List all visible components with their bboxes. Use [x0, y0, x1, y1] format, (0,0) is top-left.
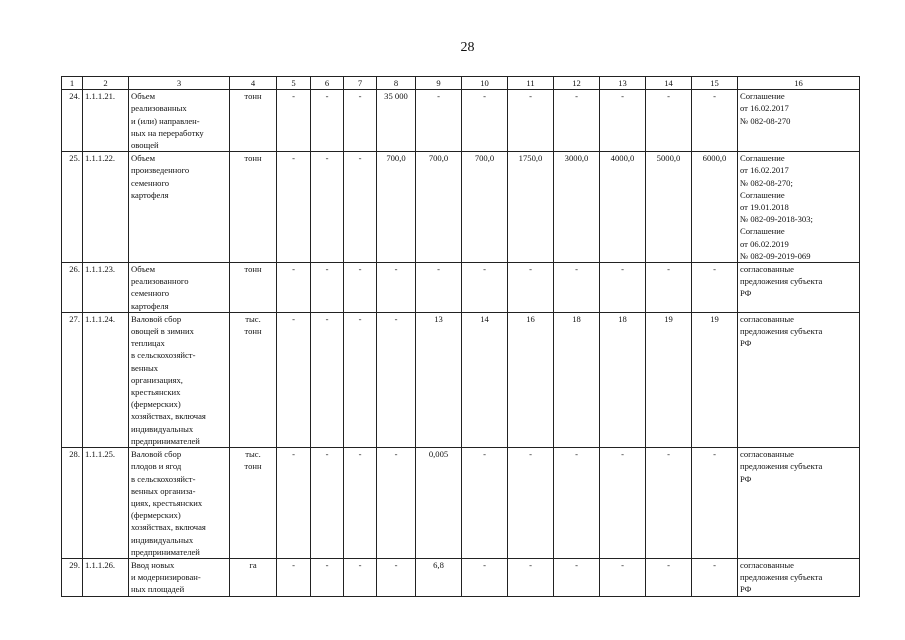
table-row: [62, 152, 860, 263]
value-cell-col5: -: [277, 448, 311, 559]
value-cell-col11: -: [508, 90, 554, 152]
value-cell-col15: -: [692, 448, 738, 559]
column-header: 3: [129, 77, 230, 90]
value-cell-col5: -: [277, 558, 311, 596]
value-cell-col11: -: [508, 448, 554, 559]
value-cell-col11: -: [508, 558, 554, 596]
column-header: 9: [416, 77, 462, 90]
value-cell-col11: -: [508, 263, 554, 313]
column-header: 13: [600, 77, 646, 90]
value-cell-col12: 18: [554, 312, 600, 447]
indicator-name: Объем произведенного семенного картофеля: [129, 152, 230, 263]
value-cell-col5: -: [277, 312, 311, 447]
basis-document: Соглашение от 16.02.2017 № 082-08-270; Соглашение от 19.01.2018 № 082-09-2018-303; Соглашение от 06.02.2019 № 082-09-2019-069: [738, 152, 860, 263]
value-cell-col12: -: [554, 448, 600, 559]
table-row: [62, 263, 860, 313]
column-header: 5: [277, 77, 311, 90]
indicator-code: 1.1.1.22.: [83, 152, 129, 263]
row-number: 26.: [62, 263, 83, 313]
value-cell-col10: -: [462, 558, 508, 596]
value-cell-col5: -: [277, 152, 311, 263]
column-header: 4: [230, 77, 277, 90]
value-cell-col6: -: [311, 152, 344, 263]
value-cell-col9: -: [416, 90, 462, 152]
value-cell-col7: -: [344, 90, 377, 152]
value-cell-col6: -: [311, 448, 344, 559]
column-header: 11: [508, 77, 554, 90]
table-row: [62, 312, 860, 447]
value-cell-col14: -: [646, 448, 692, 559]
row-number: 27.: [62, 312, 83, 447]
column-number-row: [62, 77, 860, 90]
column-header: 7: [344, 77, 377, 90]
table-row: [62, 558, 860, 596]
value-cell-col6: -: [311, 312, 344, 447]
value-cell-col5: -: [277, 263, 311, 313]
value-cell-col15: -: [692, 558, 738, 596]
basis-document: согласованные предложения субъекта РФ: [738, 558, 860, 596]
value-cell-col10: 14: [462, 312, 508, 447]
value-cell-col13: -: [600, 558, 646, 596]
basis-document: согласованные предложения субъекта РФ: [738, 448, 860, 559]
indicator-code: 1.1.1.26.: [83, 558, 129, 596]
row-number: 29.: [62, 558, 83, 596]
value-cell-col13: 18: [600, 312, 646, 447]
value-cell-col13: 4000,0: [600, 152, 646, 263]
value-cell-col14: -: [646, 90, 692, 152]
column-header: 14: [646, 77, 692, 90]
value-cell-col8: 700,0: [377, 152, 416, 263]
value-cell-col11: 16: [508, 312, 554, 447]
value-cell-col7: -: [344, 312, 377, 447]
basis-document: Соглашение от 16.02.2017 № 082-08-270: [738, 90, 860, 152]
indicator-code: 1.1.1.23.: [83, 263, 129, 313]
indicator-code: 1.1.1.24.: [83, 312, 129, 447]
value-cell-col12: 3000,0: [554, 152, 600, 263]
page-number: 28: [460, 40, 475, 55]
indicator-name: Ввод новых и модернизирован- ных площадей: [129, 558, 230, 596]
value-cell-col7: -: [344, 558, 377, 596]
value-cell-col12: -: [554, 558, 600, 596]
table-body: [62, 90, 860, 596]
value-cell-col8: -: [377, 448, 416, 559]
column-header: 2: [83, 77, 129, 90]
value-cell-col10: 700,0: [462, 152, 508, 263]
indicators-table: [61, 76, 860, 597]
unit-cell: тонн: [230, 90, 277, 152]
value-cell-col13: -: [600, 448, 646, 559]
row-number: 25.: [62, 152, 83, 263]
column-header: 10: [462, 77, 508, 90]
row-number: 28.: [62, 448, 83, 559]
value-cell-col10: -: [462, 448, 508, 559]
column-header: 15: [692, 77, 738, 90]
indicator-code: 1.1.1.21.: [83, 90, 129, 152]
table-row: [62, 90, 860, 152]
basis-document: согласованные предложения субъекта РФ: [738, 312, 860, 447]
indicator-name: Валовой сбор плодов и ягод в сельскохозяйст- венных организа- циях, крестьянских (фермерских) хозяйствах, включая индивидуальных предпринимателей: [129, 448, 230, 559]
column-header: 6: [311, 77, 344, 90]
value-cell-col13: -: [600, 90, 646, 152]
column-header: 12: [554, 77, 600, 90]
value-cell-col6: -: [311, 558, 344, 596]
indicator-name: Валовой сбор овощей в зимних теплицах в сельскохозяйст- венных организациях, крестьянских (фермерских) хозяйствах, включая индивидуальных предпринимателей: [129, 312, 230, 447]
value-cell-col14: 19: [646, 312, 692, 447]
value-cell-col14: -: [646, 263, 692, 313]
value-cell-col7: -: [344, 448, 377, 559]
value-cell-col15: 6000,0: [692, 152, 738, 263]
value-cell-col8: -: [377, 263, 416, 313]
value-cell-col12: -: [554, 263, 600, 313]
row-number: 24.: [62, 90, 83, 152]
unit-cell: тыс. тонн: [230, 448, 277, 559]
value-cell-col9: 0,005: [416, 448, 462, 559]
value-cell-col10: -: [462, 263, 508, 313]
value-cell-col10: -: [462, 90, 508, 152]
value-cell-col15: -: [692, 90, 738, 152]
value-cell-col9: 6,8: [416, 558, 462, 596]
table-row: [62, 448, 860, 559]
indicator-code: 1.1.1.25.: [83, 448, 129, 559]
value-cell-col14: -: [646, 558, 692, 596]
indicator-name: Объем реализованного семенного картофеля: [129, 263, 230, 313]
value-cell-col9: 700,0: [416, 152, 462, 263]
unit-cell: тонн: [230, 152, 277, 263]
value-cell-col11: 1750,0: [508, 152, 554, 263]
value-cell-col6: -: [311, 90, 344, 152]
value-cell-col7: -: [344, 152, 377, 263]
value-cell-col8: -: [377, 312, 416, 447]
value-cell-col15: -: [692, 263, 738, 313]
value-cell-col8: 35 000: [377, 90, 416, 152]
unit-cell: тонн: [230, 263, 277, 313]
value-cell-col9: 13: [416, 312, 462, 447]
unit-cell: тыс. тонн: [230, 312, 277, 447]
value-cell-col9: -: [416, 263, 462, 313]
value-cell-col13: -: [600, 263, 646, 313]
value-cell-col14: 5000,0: [646, 152, 692, 263]
value-cell-col7: -: [344, 263, 377, 313]
value-cell-col12: -: [554, 90, 600, 152]
value-cell-col5: -: [277, 90, 311, 152]
value-cell-col6: -: [311, 263, 344, 313]
value-cell-col15: 19: [692, 312, 738, 447]
column-header: 8: [377, 77, 416, 90]
basis-document: согласованные предложения субъекта РФ: [738, 263, 860, 313]
column-header: 1: [62, 77, 83, 90]
indicator-name: Объем реализованных и (или) направлен- ных на переработку овощей: [129, 90, 230, 152]
value-cell-col8: -: [377, 558, 416, 596]
column-header: 16: [738, 77, 860, 90]
unit-cell: га: [230, 558, 277, 596]
